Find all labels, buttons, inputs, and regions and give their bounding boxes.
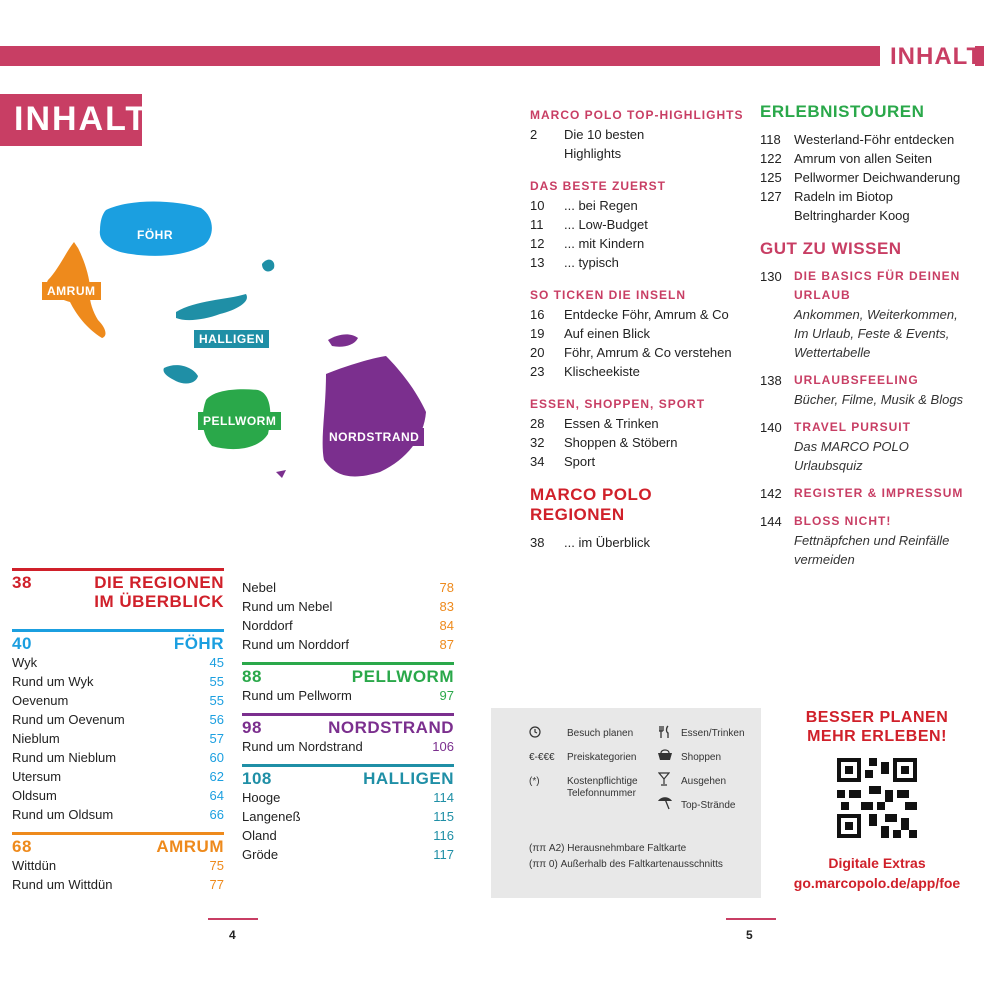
section-rule [12,832,224,835]
legend-note-1: (ππ A2) Herausnehmbare Faltkarte [529,843,687,854]
toc-item-page: 144 [760,514,782,529]
toc-row [760,168,980,187]
toc-item-subtitle: Fettnäpfchen und Reinfälle [794,533,950,548]
toc-item-title: REGISTER & IMPRESSUM [794,486,964,500]
section-number: 108 [242,769,272,788]
index-row-label: Rund um Pellworm [242,688,352,703]
index-row-page: 78 [439,580,454,595]
index-column-mid [242,578,454,864]
foehr-list [12,653,224,824]
index-row-label: Langeneß [242,809,301,824]
section-title: FÖHR [173,634,224,653]
toc-row-label: Die 10 besten [564,127,645,142]
nordstrand-island [323,356,426,476]
legend-essen: Essen/Trinken [681,728,745,739]
toc-item-subtitle: Wettertabelle [794,345,871,360]
toc-row [530,125,750,144]
toc-item-page: 138 [760,373,782,388]
toc-heading-touren: ERLEBNISTOUREN [760,102,925,121]
toc-row-label: Föhr, Amrum & Co verstehen [564,345,732,360]
legend-besuch: Besuch planen [567,728,634,739]
toc-row [530,305,750,324]
index-column-left [12,560,224,894]
section-header-halligen [242,769,454,788]
qr-code[interactable] [837,758,917,838]
clock-icon [529,726,541,738]
toc-row [760,130,980,149]
map-label-pellworm: PELLWORM [198,412,281,430]
promo-title [770,708,984,746]
section-rule [12,629,224,632]
header-bar [0,46,880,66]
toc-row-page: 12 [530,236,545,251]
toc-item-title: URLAUB [794,288,851,302]
map-label-amrum: AMRUM [42,282,101,300]
toc-item-body [794,371,963,409]
toc-item [760,418,980,475]
index-row-page: 55 [209,674,224,689]
index-row-page: 60 [209,750,224,765]
index-row-page: 57 [209,731,224,746]
index-row-page: 106 [432,739,454,754]
toc-row-label: Amrum von allen Seiten [794,151,933,166]
toc-row [760,149,980,168]
toc-item-title: BLOSS NICHT! [794,514,892,528]
index-row [242,737,454,756]
toc-row-page: 32 [530,435,545,450]
index-row [12,653,224,672]
promo-extras: Digitale Extras [828,855,926,871]
toc-row [530,196,750,215]
index-row [242,578,454,597]
toc-row [530,144,750,163]
toc-row-page: 34 [530,454,545,469]
toc-heading-regionen: MARCO POLO REGIONEN [530,485,653,524]
hallig-2 [176,294,247,320]
toc-row-label: Highlights [564,146,622,161]
halligen-list [242,788,454,864]
toc-row-page: 127 [760,189,782,204]
page-marker-left [208,918,258,920]
toc-row-page [530,144,564,163]
index-row-label: Oevenum [12,693,69,708]
legend-ausgehen: Ausgehen [681,776,727,787]
section-number: 88 [242,667,262,686]
section-rule [242,764,454,767]
cutlery-icon [659,725,671,739]
toc-heading-wissen: GUT ZU WISSEN [760,239,902,258]
toc-item-page: 142 [760,486,782,501]
index-row [12,710,224,729]
index-row-label: Rund um Nordstrand [242,739,363,754]
toc-heading-essen: ESSEN, SHOPPEN, SPORT [530,397,706,411]
toc-row-label: Radeln im Biotop [794,189,893,204]
toc-row-page: 10 [530,198,545,213]
legend-preis: Preiskategorien [567,752,637,763]
section-number: 68 [12,837,32,856]
toc-item-body [794,418,980,475]
toc-row-page: 20 [530,345,545,360]
index-row [12,786,224,805]
toc-list-regionen [530,533,750,552]
toc-list-ticken [530,305,750,381]
island-map [36,190,436,490]
page-number-left: 4 [229,928,236,942]
toc-item-page: 130 [760,269,782,284]
index-row-page: 116 [433,828,454,843]
toc-row [530,215,750,234]
page-number-right: 5 [746,928,753,942]
toc-item-subtitle: vermeiden [794,552,855,567]
index-row [242,635,454,654]
index-row-page: 66 [209,807,224,822]
section-number: 98 [242,718,262,737]
index-row [12,805,224,824]
toc-row-page: 38 [530,535,545,550]
page-title: INHALT [14,100,149,138]
section-title: DIE REGIONEN IM ÜBERBLICK [94,573,224,611]
toc-row-page [760,206,794,225]
index-row-page: 117 [433,847,454,862]
index-row [242,788,454,807]
legend-box [491,708,761,898]
section-header-foehr [12,634,224,653]
toc-row [530,324,750,343]
hallig-1 [262,260,274,272]
toc-column-1 [530,108,750,552]
section-header-overview [12,573,224,611]
index-row [12,856,224,875]
index-row-label: Rund um Wittdün [12,877,113,892]
index-row [12,729,224,748]
index-row-label: Rund um Nebel [242,599,333,614]
toc-row-page: 23 [530,364,545,379]
toc-row [530,533,750,552]
section-title: HALLIGEN [363,769,454,788]
toc-row-page: 19 [530,326,545,341]
index-row [12,767,224,786]
index-row [242,807,454,826]
legend-strand: Top-Strände [681,800,736,811]
toc-heading-ticken: SO TICKEN DIE INSELN [530,288,687,302]
index-row-label: Rund um Wyk [12,674,94,689]
toc-item-page: 140 [760,420,782,435]
promo-line-2: MEHR ERLEBEN! [807,728,947,745]
nordstrand-islet [328,334,358,346]
index-row-label: Wyk [12,655,38,670]
index-row [242,845,454,864]
toc-row-page: 11 [530,217,544,232]
index-row-label: Nebel [242,580,276,595]
index-row-label: Oland [242,828,277,843]
index-row-label: Rund um Oldsum [12,807,114,822]
map-label-halligen: HALLIGEN [194,330,269,348]
index-row-label: Wittdün [12,858,57,873]
toc-row-label: Entdecke Föhr, Amrum & Co [564,307,729,322]
toc-row-page: 13 [530,255,545,270]
toc-list-touren [760,130,980,225]
section-header-amrum [12,837,224,856]
toc-row-label: ... bei Regen [564,198,638,213]
index-row-page: 97 [439,688,454,703]
index-row-page: 83 [439,599,454,614]
toc-row [530,343,750,362]
section-title: NORDSTRAND [328,718,454,737]
toc-row-label: Klischeekiste [564,364,640,379]
toc-row [760,206,980,225]
amrum-list [12,856,224,894]
index-row-page: 45 [209,655,224,670]
toc-heading-highlights: MARCO POLO TOP-HIGHLIGHTS [530,108,744,122]
index-row-label: Gröde [242,847,279,862]
toc-item-title: URLAUBSFEELING [794,373,919,387]
section-rule [12,568,224,571]
index-row-page: 77 [209,877,224,892]
toc-row-page: 16 [530,307,545,322]
toc-row [530,234,750,253]
toc-row-label: Essen & Trinken [564,416,659,431]
toc-list-beste [530,196,750,272]
index-row-label: Utersum [12,769,62,784]
toc-row-label: Shoppen & Stöbern [564,435,678,450]
toc-heading-beste: DAS BESTE ZUERST [530,179,667,193]
toc-list-wissen [760,267,980,569]
section-number: 40 [12,634,32,653]
promo-block [770,708,984,891]
toc-item [760,371,980,409]
toc-row-page: 2 [530,127,538,142]
legend-kosten-1: Kostenpflichtige [567,776,638,787]
toc-item-title: DIE BASICS FÜR DEINEN [794,269,961,283]
header-title: INHALT [890,43,983,70]
toc-row-label: ... Low-Budget [564,217,648,232]
toc-row [530,433,750,452]
section-title: AMRUM [156,837,224,856]
index-row-page: 62 [209,769,224,784]
legend-note-2: (ππ 0) Außerhalb des Faltkartenausschnitts [529,859,723,870]
legend-preis-symbol: €-€€€ [529,752,555,763]
toc-row-label: Auf einen Blick [564,326,650,341]
toc-item [760,484,980,503]
index-row [242,597,454,616]
section-title: PELLWORM [351,667,454,686]
map-label-nordstrand: NORDSTRAND [324,428,424,446]
toc-item-body [794,484,963,503]
index-row-page: 75 [209,858,224,873]
index-row [242,826,454,845]
index-row-page: 64 [209,788,224,803]
toc-row-page: 125 [760,170,782,185]
basket-icon [657,749,673,761]
index-row-label: Nieblum [12,731,60,746]
section-rule [242,662,454,665]
section-header-nordstrand [242,718,454,737]
toc-item-subtitle: Bücher, Filme, Musik & Blogs [794,392,964,407]
toc-row [760,187,980,206]
index-row-page: 115 [433,809,454,824]
nordstrand-list [242,737,454,756]
index-row [12,748,224,767]
legend-kosten-symbol: (*) [529,776,540,787]
index-row [242,616,454,635]
toc-item-subtitle: Das MARCO POLO Urlaubsquiz [794,439,909,473]
toc-row-label: ... typisch [564,255,619,270]
beach-umbrella-icon [657,796,673,810]
toc-row-label: ... im Überblick [564,535,650,550]
index-row [12,875,224,894]
toc-row [530,362,750,381]
toc-list-essen [530,414,750,471]
toc-item-title: TRAVEL PURSUIT [794,420,911,434]
promo-url-link[interactable]: go.marcopolo.de/app/foe [793,875,961,891]
toc-item-subtitle: Ankommen, Weiterkommen, [794,307,958,322]
toc-item [760,512,980,569]
legend-shoppen: Shoppen [681,752,722,763]
index-row-page: 55 [209,693,224,708]
index-row-label: Rund um Nieblum [12,750,117,765]
promo-line-1: BESSER PLANEN [805,709,949,726]
index-row-label: Norddorf [242,618,293,633]
index-row-label: Rund um Oevenum [12,712,125,727]
section-header-pellworm [242,667,454,686]
toc-row [530,253,750,272]
toc-item-subtitle: Im Urlaub, Feste & Events, [794,326,950,341]
toc-row [530,452,750,471]
toc-row-label: Sport [564,454,596,469]
map-label-foehr: FÖHR [132,226,178,244]
pellworm-list [242,686,454,705]
toc-item-body [794,512,949,569]
toc-column-2 [760,102,980,578]
legend-kosten-2: Telefonnummer [567,788,636,799]
toc-item-body [794,267,960,362]
index-row [12,672,224,691]
amrum-list-continued [242,578,454,654]
section-rule [242,713,454,716]
index-row [242,686,454,705]
hallig-3 [163,365,198,383]
index-row-page: 56 [209,712,224,727]
toc-row-label: Beltringharder Koog [794,208,910,223]
index-row-page: 114 [433,790,454,805]
index-row-page: 84 [439,618,454,633]
toc-row-label: Pellwormer Deichwanderung [794,170,961,185]
nordstrand-dot [276,470,286,478]
toc-item [760,267,980,362]
section-number: 38 [12,573,32,592]
toc-row-label: Westerland-Föhr entdecken [794,132,955,147]
cocktail-icon [658,772,670,786]
toc-row-page: 28 [530,416,545,431]
index-row-label: Oldsum [12,788,57,803]
index-row-label: Rund um Norddorf [242,637,349,652]
toc-row [530,414,750,433]
page-marker-right [726,918,776,920]
index-row [12,691,224,710]
toc-row-label: ... mit Kindern [564,236,645,251]
toc-row-page: 122 [760,151,782,166]
toc-row-page: 118 [760,132,781,147]
index-row-label: Hooge [242,790,281,805]
toc-list-highlights [530,125,750,163]
index-row-page: 87 [439,637,454,652]
